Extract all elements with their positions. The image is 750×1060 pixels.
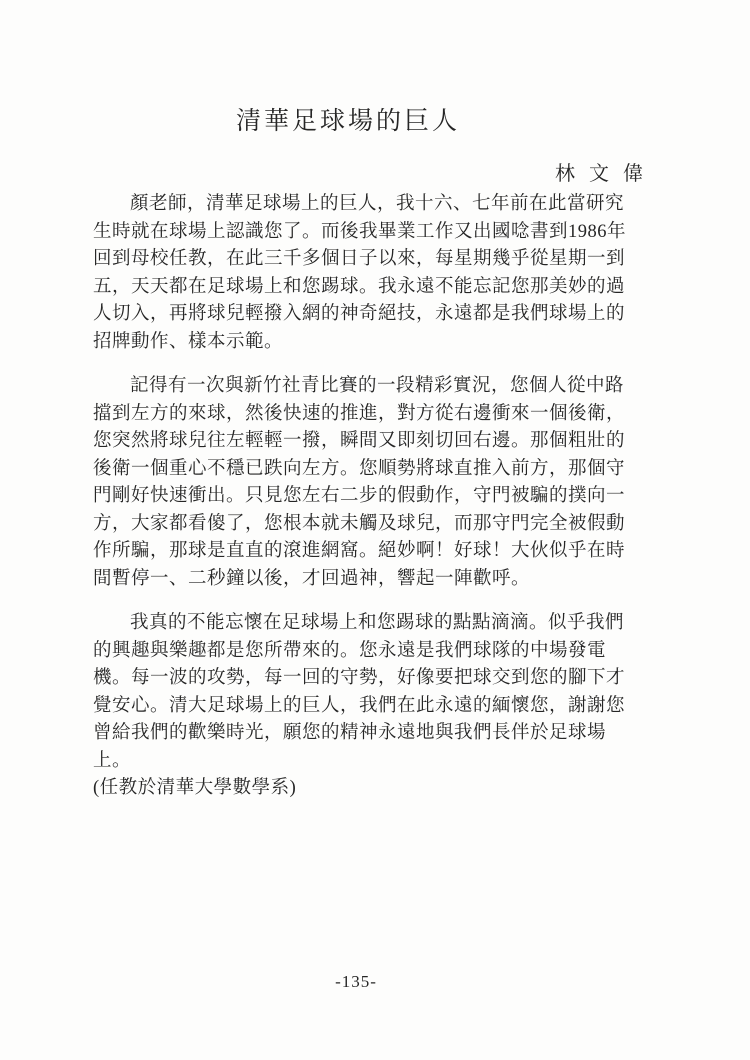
text-line: 您突然將球兒往左輕輕一撥，瞬間又即刻切回右邊。那個粗壯的 (93, 431, 626, 451)
page-title: 清華足球場的巨人 (235, 107, 460, 135)
text-line: 我真的不能忘懷在足球場上和您踢球的點點滴滴。似乎我們 (130, 613, 625, 633)
text-line: 招牌動作、樣本示範。 (93, 331, 284, 352)
text-line: 回到母校任教，在此三千多個日子以來，每星期幾乎從星期一到 (93, 249, 626, 269)
text-line: 記得有一次與新竹社青比賽的一段精彩實況，您個人從中路 (130, 376, 625, 396)
attribution-line: (任教於清華大學數學系) (93, 778, 297, 798)
text-line: 人切入，再將球兒輕撥入網的神奇絕技，永遠都是我們球場上的 (93, 304, 626, 324)
text-line: 五，天天都在足球場上和您踢球。我永遠不能忘記您那美妙的過 (93, 276, 626, 297)
text-line: 後衛一個重心不穩已跌向左方。您順勢將球直推入前方，那個守 (93, 458, 626, 479)
text-line: 的興趣與樂趣都是您所帶來的。您永遠是我們球隊的中場發電 (93, 640, 607, 661)
paragraph (93, 191, 627, 356)
author-name: 林文偉 (555, 163, 657, 185)
text-line: 生時就在球場上認識您了。而後我畢業工作又出國唸書到1986年 (93, 221, 627, 242)
paragraph (93, 373, 626, 593)
text-line: 顏老師，清華足球場上的巨人，我十六、七年前在此當研究 (130, 194, 625, 214)
text-line: 曾給我們的歡樂時光，願您的精神永遠地與我們長伴於足球場 (93, 723, 607, 743)
text-line: 門剛好快速衝出。只見您左右二步的假動作，守門被騙的撲向一 (93, 486, 626, 506)
page-number: -135- (335, 972, 377, 991)
paragraph (93, 610, 626, 775)
text-line: 覺安心。清大足球場上的巨人，我們在此永遠的緬懷您，謝謝您 (93, 695, 626, 716)
text-line: 機。每一波的攻勢，每一回的守勢，好像要把球交到您的腳下才 (93, 668, 626, 688)
text-line: 間暫停一、二秒鐘以後，才回過神，響起一陣歡呼。 (93, 568, 531, 589)
body-text (93, 191, 627, 803)
text-line: 作所騙，那球是直直的滾進網窩。絕妙啊！好球！大伙似乎在時 (93, 541, 626, 561)
text-line: 擋到左方的來球，然後快速的推進，對方從右邊衝來一個後衛， (93, 403, 626, 424)
text-line: 方，大家都看傻了，您根本就未觸及球兒，而那守門完全被假動 (93, 513, 626, 534)
text-line: 上。 (93, 750, 132, 771)
